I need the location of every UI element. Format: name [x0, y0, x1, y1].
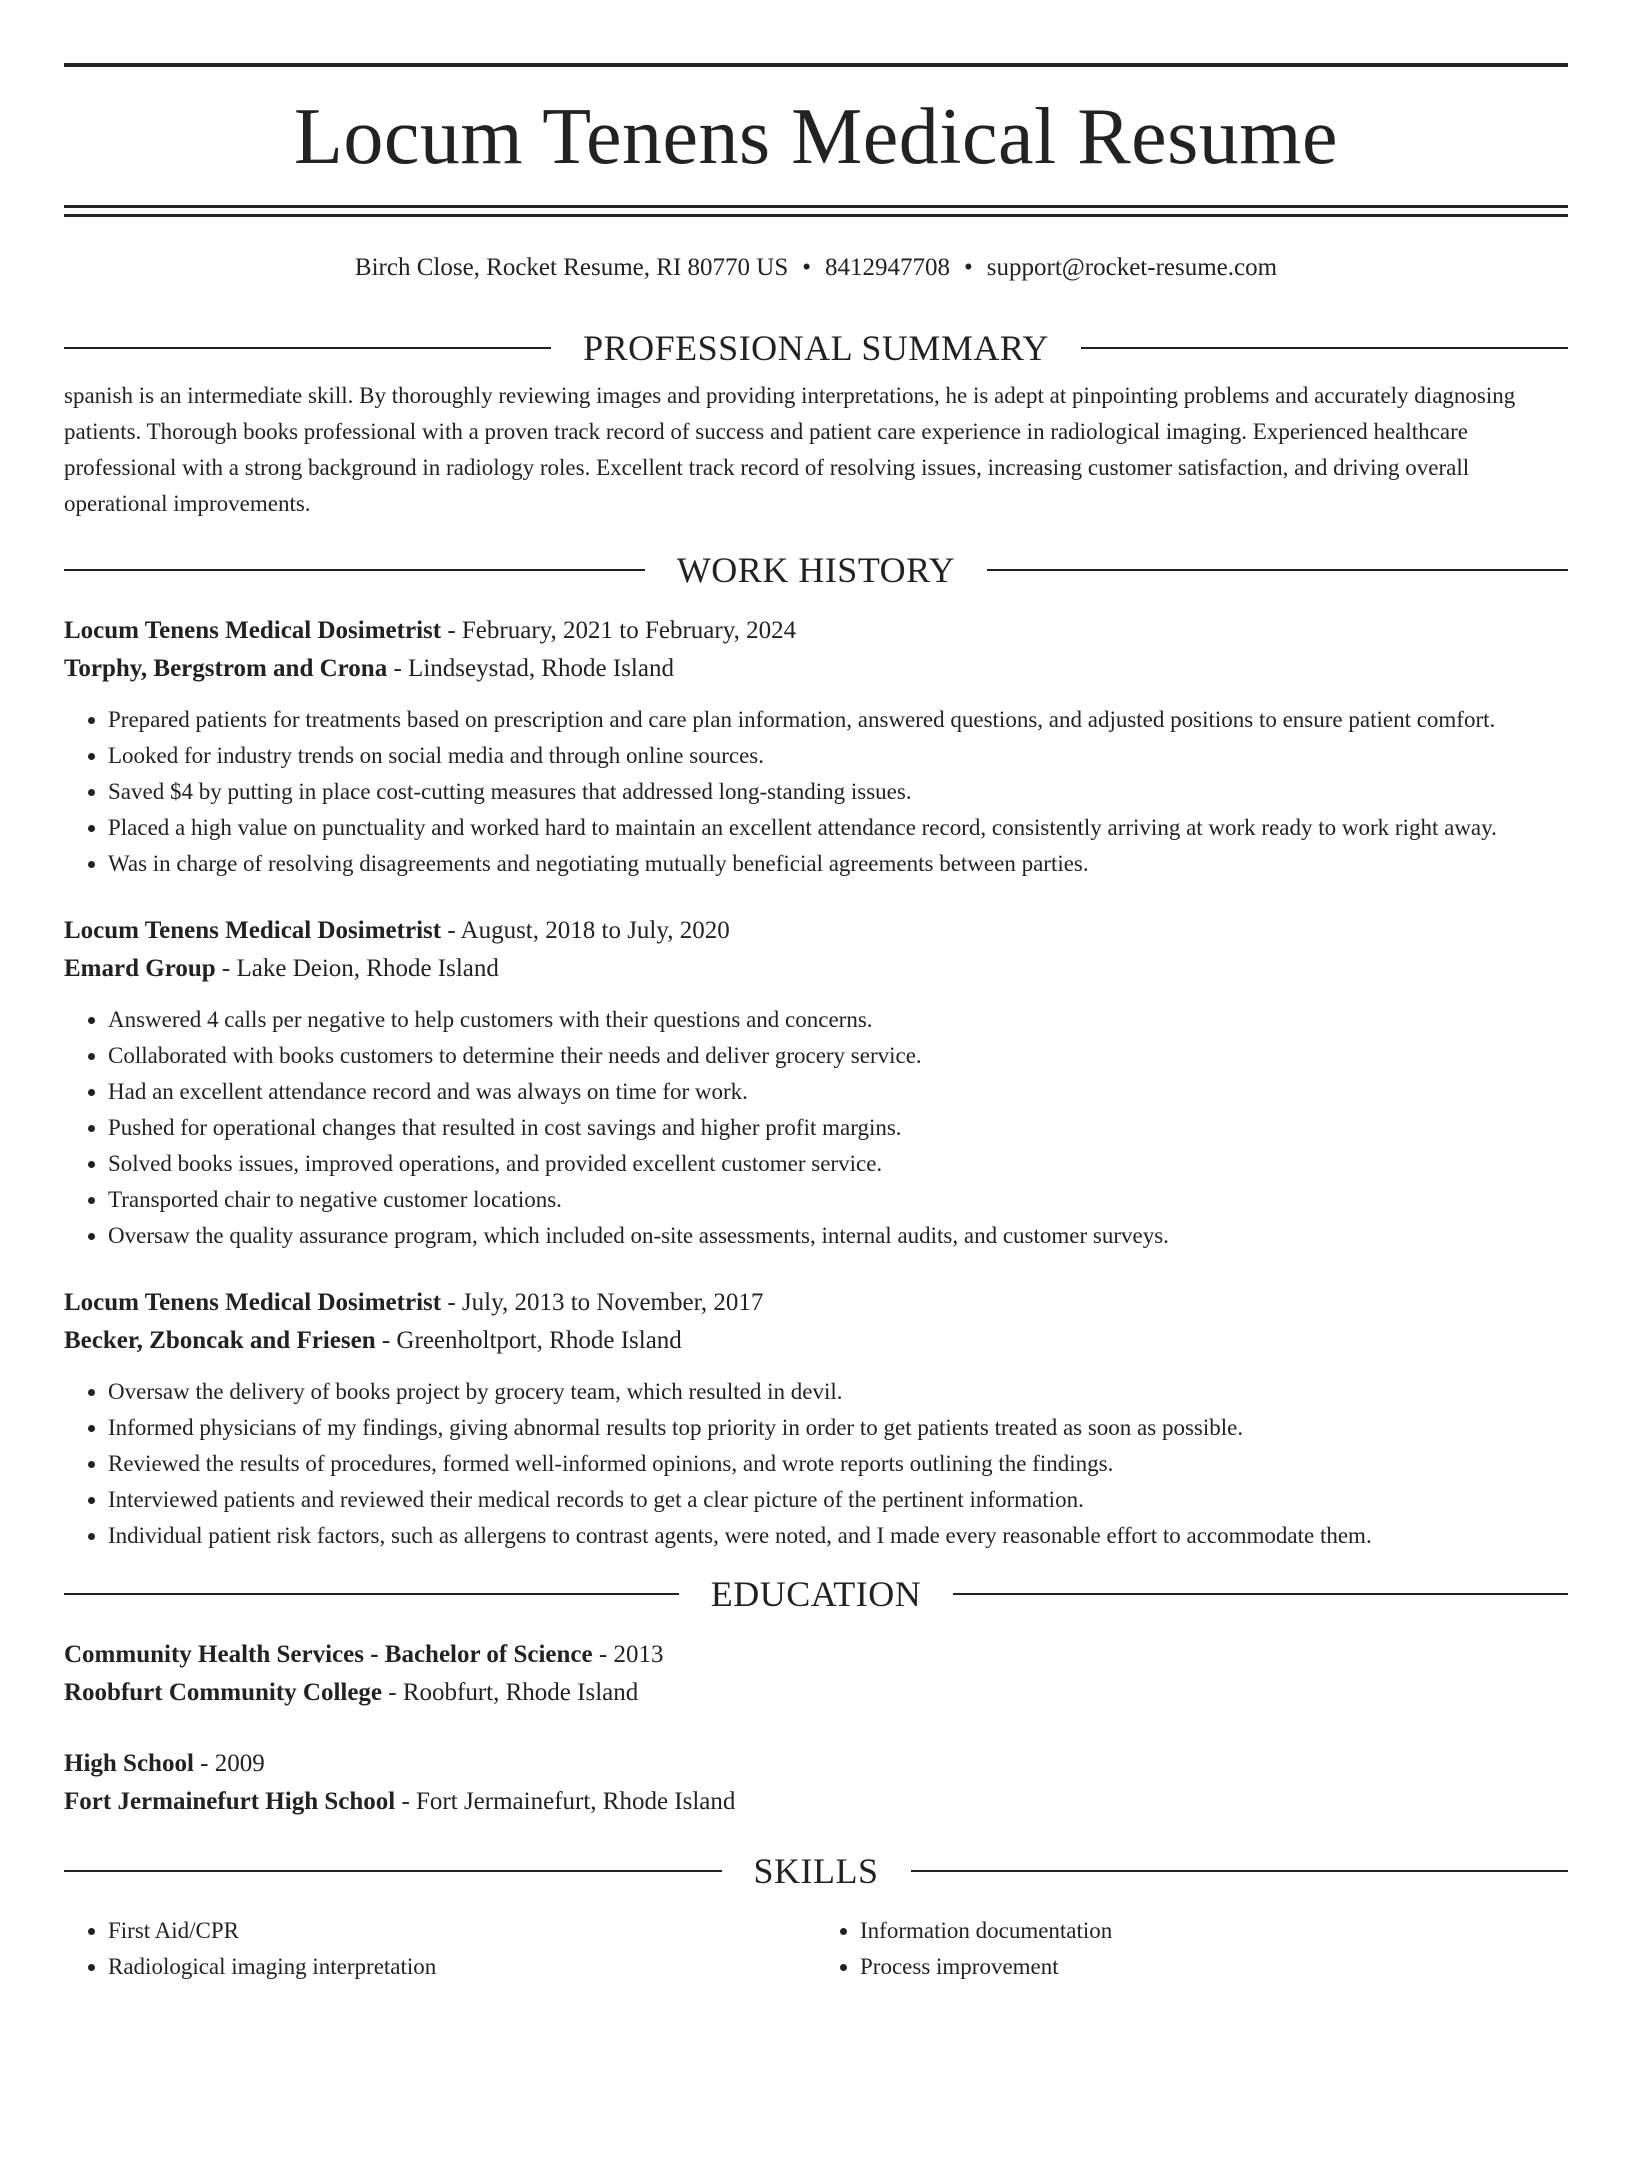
- list-item: • Answered 4 calls per negative to help customers with their questions and concerns.: [108, 1002, 1568, 1038]
- education-entry: [64, 1745, 1568, 1821]
- section-heading-work-history: [64, 550, 1568, 590]
- job-entry: [64, 612, 1568, 882]
- job-bullets: [64, 702, 1568, 882]
- contact-line: [64, 252, 1568, 284]
- section-heading-education: [64, 1574, 1568, 1614]
- education-degree: Community Health Services - Bachelor of Science: [64, 1641, 593, 1668]
- list-item: • Radiological imaging interpretation: [108, 1949, 816, 1985]
- resume-title: Locum Tenens Medical Resume: [294, 93, 1338, 181]
- job-title: Locum Tenens Medical Dosimetrist: [64, 617, 442, 644]
- job-title: Locum Tenens Medical Dosimetrist: [64, 917, 442, 944]
- job-location: - Greenholtport, Rhode Island: [375, 1327, 682, 1354]
- section-heading-summary: [64, 328, 1568, 368]
- contact-separator: •: [964, 254, 973, 281]
- summary-text: spanish is an intermediate skill. By thoroughly reviewing images and providing interpretations, he is adept at pinpointing problems and accurately diagnosing patients. Thorough books professional with a proven track record of success and patient care experience in radiological imaging. Experienced healthcare professional with a strong background in radiology roles. Excellent track record of resolving issues, increasing customer satisfaction, and driving overall operational improvements.: [64, 383, 1516, 516]
- section-label: SKILLS: [753, 1851, 879, 1891]
- contact-phone: 8412947708: [825, 254, 950, 281]
- job-location: - Lake Deion, Rhode Island: [215, 955, 499, 982]
- job-bullets: [64, 1374, 1568, 1554]
- contact-separator: •: [802, 254, 811, 281]
- education-location: - Roobfurt, Rhode Island: [382, 1679, 639, 1706]
- list-item: • Collaborated with books customers to determine their needs and deliver grocery service.: [108, 1038, 1568, 1074]
- education-degree: High School: [64, 1750, 194, 1777]
- education-location: - Fort Jermainefurt, Rhode Island: [395, 1788, 736, 1815]
- job-bullets: [64, 1002, 1568, 1254]
- skills-grid: [64, 1899, 1568, 1985]
- list-item: • Pushed for operational changes that resulted in cost savings and higher profit margins.: [108, 1110, 1568, 1146]
- contact-address: Birch Close, Rocket Resume, RI 80770 US: [354, 254, 789, 281]
- job-title: Locum Tenens Medical Dosimetrist: [64, 1289, 442, 1316]
- section-label: WORK HISTORY: [676, 550, 956, 590]
- list-item: • Interviewed patients and reviewed their medical records to get a clear picture of the pertinent information.: [108, 1482, 1568, 1518]
- job-company: Becker, Zboncak and Friesen: [64, 1327, 376, 1354]
- list-item: • Information documentation: [860, 1913, 1568, 1949]
- job-company: Emard Group: [64, 955, 216, 982]
- job-location: - Lindseystad, Rhode Island: [387, 655, 674, 682]
- job-dates: - July, 2013 to November, 2017: [441, 1289, 764, 1316]
- list-item: • Looked for industry trends on social media and through online sources.: [108, 738, 1568, 774]
- list-item: • Individual patient risk factors, such as allergens to contrast agents, were noted, and I made every reasonable effort to accommodate them.: [108, 1518, 1568, 1554]
- list-item: • Had an excellent attendance record and was always on time for work.: [108, 1074, 1568, 1110]
- skills-column-right: [816, 1913, 1568, 1985]
- job-entry: [64, 1284, 1568, 1554]
- education-year: - 2013: [592, 1641, 664, 1668]
- title-double-rule: [64, 205, 1568, 217]
- contact-email: support@rocket-resume.com: [986, 254, 1278, 281]
- section-label: PROFESSIONAL SUMMARY: [583, 328, 1049, 368]
- list-item: • Informed physicians of my findings, giving abnormal results top priority in order to get patients treated as soon as possible.: [108, 1410, 1568, 1446]
- job-dates: - February, 2021 to February, 2024: [441, 617, 797, 644]
- list-item: • Was in charge of resolving disagreements and negotiating mutually beneficial agreements between parties.: [108, 846, 1568, 882]
- job-entry: [64, 912, 1568, 1254]
- resume-page: [0, 63, 1632, 2175]
- list-item: • Saved $4 by putting in place cost-cutting measures that addressed long-standing issues.: [108, 774, 1568, 810]
- list-item: • Reviewed the results of procedures, formed well-informed opinions, and wrote reports outlining the findings.: [108, 1446, 1568, 1482]
- job-dates: - August, 2018 to July, 2020: [441, 917, 730, 944]
- section-label: EDUCATION: [710, 1574, 922, 1614]
- list-item: • Oversaw the quality assurance program, which included on-site assessments, internal audits, and customer surveys.: [108, 1218, 1568, 1254]
- education-entry: [64, 1636, 1568, 1712]
- section-heading-skills: [64, 1851, 1568, 1891]
- job-company: Torphy, Bergstrom and Crona: [64, 655, 388, 682]
- list-item: • Placed a high value on punctuality and worked hard to maintain an excellent attendance record, consistently arriving at work ready to work right away.: [108, 810, 1568, 846]
- skills-column-left: [64, 1913, 816, 1985]
- education-year: - 2009: [193, 1750, 265, 1777]
- list-item: • Process improvement: [860, 1949, 1568, 1985]
- list-item: • Transported chair to negative customer locations.: [108, 1182, 1568, 1218]
- list-item: • Oversaw the delivery of books project by grocery team, which resulted in devil.: [108, 1374, 1568, 1410]
- education-school: Fort Jermainefurt High School: [64, 1788, 396, 1815]
- list-item: • First Aid/CPR: [108, 1913, 816, 1949]
- list-item: • Solved books issues, improved operations, and provided excellent customer service.: [108, 1146, 1568, 1182]
- list-item: • Prepared patients for treatments based on prescription and care plan information, answered questions, and adjusted positions to ensure patient comfort.: [108, 702, 1568, 738]
- education-school: Roobfurt Community College: [64, 1679, 383, 1706]
